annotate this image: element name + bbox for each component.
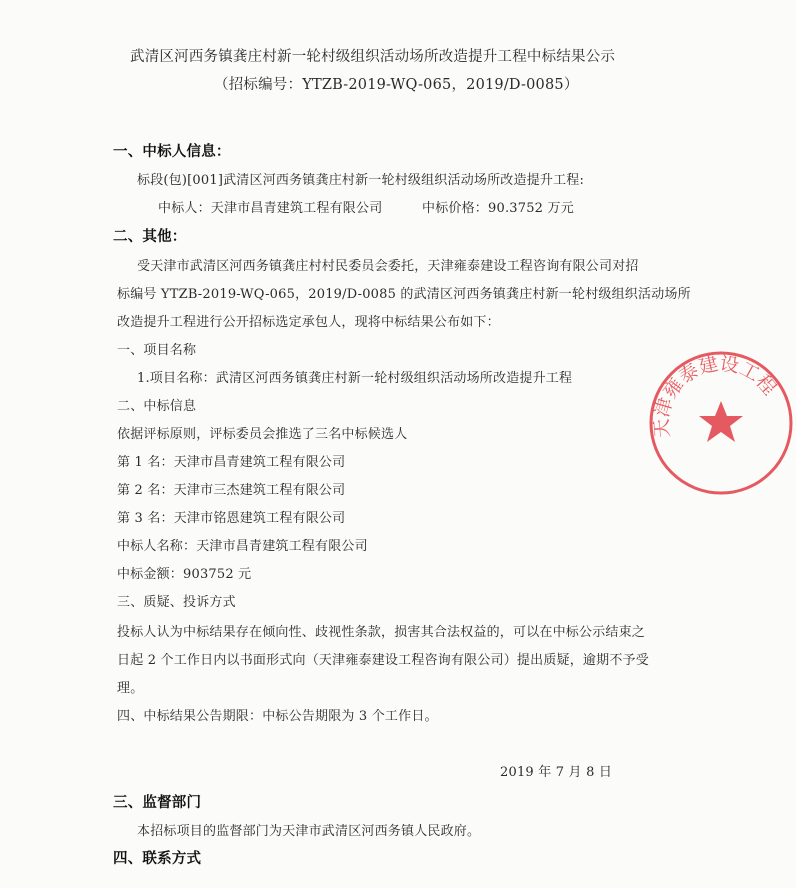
section-4-heading: 四、联系方式 (113, 851, 202, 867)
section-2-heading: 二、其他： (113, 229, 187, 245)
document-subtitle: （招标编号：YTZB-2019-WQ-065，2019/D-0085） (214, 77, 579, 93)
seal-text: 天津雍泰建设工程 (650, 352, 781, 439)
intro-paragraph-line: 受天津市武清区河西务镇龚庄村村民委员会委托，天津雍泰建设工程咨询有限公司对招 (137, 259, 639, 274)
winner-line: 中标人：天津市昌青建筑工程有限公司 (158, 201, 383, 216)
seal-star-icon (699, 401, 743, 442)
project-heading: 一、项目名称 (117, 343, 197, 358)
document-title: 武清区河西务镇龚庄村新一轮村级组织活动场所改造提升工程中标结果公示 (130, 49, 616, 65)
complaint-heading: 三、质疑、投诉方式 (117, 595, 236, 610)
section-1-heading: 一、中标人信息： (113, 144, 231, 160)
intro-paragraph-line: 标编号 YTZB-2019-WQ-065，2019/D-0085 的武清区河西务镇龚庄村新一轮村级组织活动场所 (117, 287, 691, 302)
winner-name: 中标人名称：天津市昌青建筑工程有限公司 (117, 539, 368, 554)
supervision-text: 本招标项目的监督部门为天津市武清区河西务镇人民政府。 (137, 824, 481, 839)
candidate-rank-1: 第 1 名：天津市昌青建筑工程有限公司 (117, 455, 346, 470)
complaint-line: 日起 2 个工作日内以书面形式向（天津雍泰建设工程咨询有限公司）提出质疑，逾期不予受 (117, 653, 649, 668)
info-intro: 依据评标原则，评标委员会推选了三名中标候选人 (117, 427, 408, 442)
project-item: 1.项目名称：武清区河西务镇龚庄村新一轮村级组织活动场所改造提升工程 (137, 371, 573, 386)
company-seal-stamp (646, 348, 796, 498)
candidate-rank-2: 第 2 名：天津市三杰建筑工程有限公司 (117, 483, 346, 498)
complaint-line: 投标人认为中标结果存在倾向性、歧视性条款，损害其合法权益的，可以在中标公示结束之 (117, 625, 646, 640)
lot-line: 标段(包)[001]武清区河西务镇龚庄村新一轮村级组织活动场所改造提升工程: (137, 173, 585, 188)
complaint-line: 理。 (117, 681, 144, 696)
section-3-heading: 三、监督部门 (113, 795, 202, 811)
candidate-rank-3: 第 3 名：天津市铭恩建筑工程有限公司 (117, 511, 346, 526)
winning-amount: 中标金额：903752 元 (117, 567, 252, 582)
announcement-date: 2019 年 7 月 8 日 (500, 765, 613, 780)
price-line: 中标价格：90.3752 万元 (422, 201, 574, 216)
info-heading: 二、中标信息 (117, 399, 197, 414)
intro-paragraph-line: 改造提升工程进行公开招标选定承包人，现将中标结果公布如下： (117, 315, 500, 330)
announcement-period: 四、中标结果公告期限：中标公告期限为 3 个工作日。 (117, 709, 438, 724)
